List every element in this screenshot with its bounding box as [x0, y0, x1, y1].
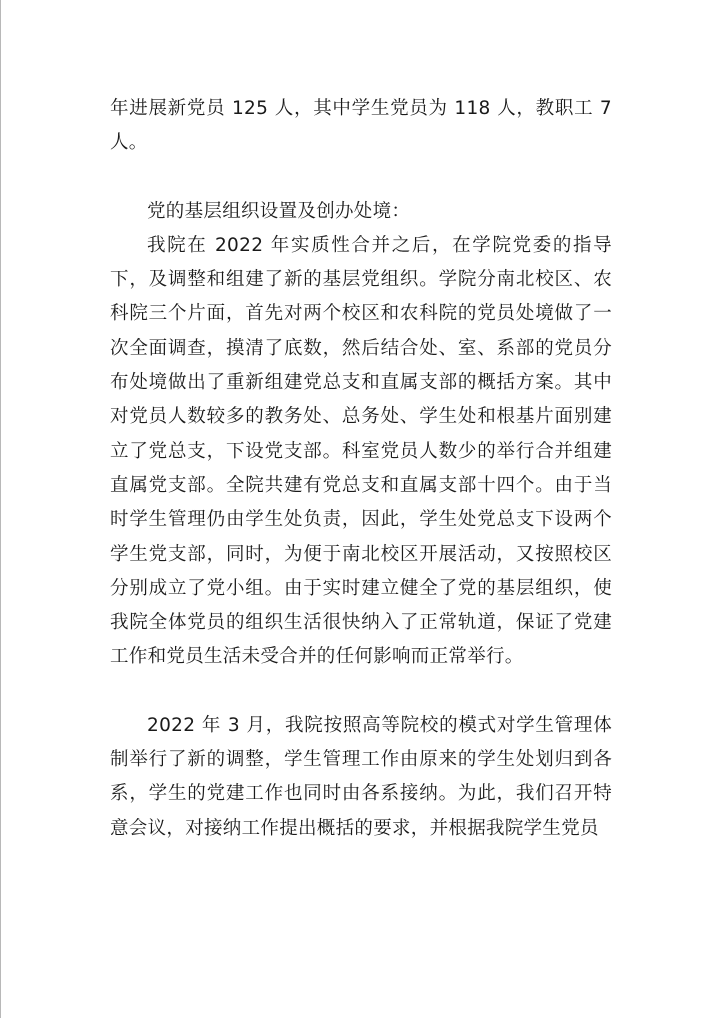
document-body: [110, 92, 612, 846]
page-border: [0, 0, 1, 1018]
paragraph-new-members: 年进展新党员 125 人，其中学生党员为 118 人，教职工 7 人。: [110, 98, 612, 154]
section-heading: 党的基层组织设置及创办处境：: [147, 200, 411, 222]
paragraph-organization: 我院在 2022 年实质性合并之后，在学院党委的指导下，及调整和组建了新的基层党组织。学院分南北校区、农科院三个片面，首先对两个校区和农科院的党员处境做了一次全面调查，摸清了底数，然后结合处、室、系部的党员分布处境做出了重新组建党总支和直属支部的概括方案。其中对党员人数较多的教务处、总务处、学生处和根基片面别建立了党总支，下设党支部。科室党员人数少的举行合并组建直属党支部。全院共建有党总支和直属支部十四个。由于当时学生管理仍由学生处负责，因此，学生处党总支下设两个学生党支部，同时，为便于南北校区开展活动，又按照校区分别成立了党小组。由于实时建立健全了党的基层组织，使我院全体党员的组织生活很快纳入了正常轨道，保证了党建工作和党员生活未受合并的任何影响而正常举行。: [110, 234, 612, 668]
paragraph-student-management: 2022 年 3 月，我院按照高等院校的模式对学生管理体制举行了新的调整，学生管理工作由原来的学生处划归到各系，学生的党建工作也同时由各系接纳。为此，我们召开特意会议，对接纳工作提出概括的要求，并根据我院学生党员: [110, 714, 612, 839]
